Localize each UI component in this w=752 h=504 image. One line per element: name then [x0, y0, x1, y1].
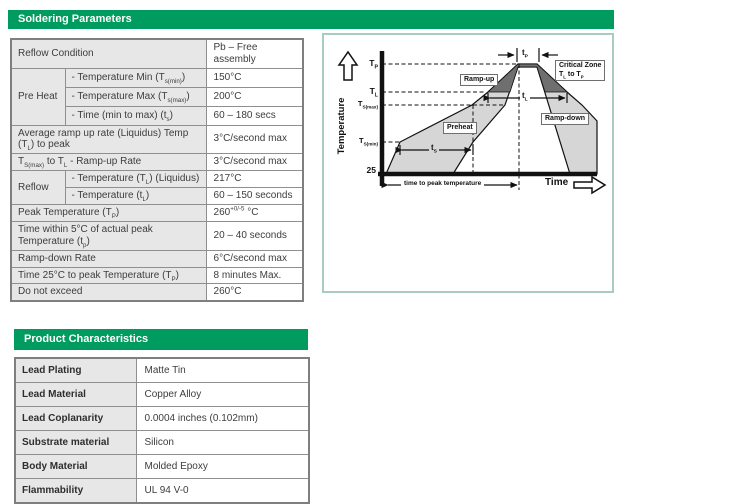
table-row [15, 431, 309, 455]
ts-label: $t_S$ [431, 143, 437, 155]
characteristic-label: Substrate material [15, 431, 136, 455]
param-label: - Temperature Min $(T_{s(min)})$ [65, 68, 206, 87]
param-label: Ramp-down Rate [11, 250, 206, 267]
param-value: 20 – 40 seconds [206, 222, 303, 251]
time-axis-arrow-icon [574, 177, 605, 193]
table-row [11, 171, 303, 188]
y-tick-tp: $T_P$ [369, 58, 378, 71]
characteristic-label: Lead Plating [15, 358, 136, 383]
characteristic-label: Body Material [15, 455, 136, 479]
param-value: 3°C/second max [206, 154, 303, 171]
critical-zone-line2: $T_L$ to $T_P$ [559, 70, 584, 79]
characteristic-value: Copper Alloy [136, 383, 309, 407]
preheat-label: Preheat [443, 122, 477, 134]
characteristic-label: Flammability [15, 479, 136, 504]
param-label: - Temperature $(t_L)$ [65, 188, 206, 205]
table-row [11, 284, 303, 301]
param-label: Time within 5°C of actual peak Temperature $(t_p)$ [11, 222, 206, 251]
soldering-parameters-table [10, 38, 304, 302]
param-value: 60 – 150 seconds [206, 188, 303, 205]
characteristic-value: 0.0004 inches (0.102mm) [136, 407, 309, 431]
time-to-peak-label: time to peak temperature [401, 180, 484, 187]
param-label: Reflow Condition [11, 39, 206, 68]
ramp-down-label: Ramp-down [541, 113, 589, 125]
table-row [11, 250, 303, 267]
param-value: 200°C [206, 87, 303, 106]
param-value: 150°C [206, 68, 303, 87]
reflow-profile-diagram [322, 33, 614, 293]
param-label: - Time (min to max) $(t_s)$ [65, 106, 206, 125]
param-group-label: Pre Heat [11, 68, 65, 125]
table-row [15, 479, 309, 504]
table-row [15, 455, 309, 479]
param-label: - Temperature Max $(T_{s(max)})$ [65, 87, 206, 106]
table-row [15, 383, 309, 407]
param-group-label: Reflow [11, 171, 65, 205]
param-label: - Temperature $(T_L)$ (Liquidus) [65, 171, 206, 188]
param-label: Do not exceed [11, 284, 206, 301]
param-label: Time 25°C to peak Temperature $(T_P)$ [11, 267, 206, 284]
param-value: 60 – 180 secs [206, 106, 303, 125]
x-axis-label: Time [545, 177, 569, 188]
table-row [11, 39, 303, 68]
param-value: Pb – Free assembly [206, 39, 303, 68]
param-label: Average ramp up rate (Liquidus) Temp $(T_L)$ to peak [11, 125, 206, 154]
soldering-parameters-header: Soldering Parameters [8, 10, 614, 29]
param-value: $260^{+0/-5}$ °C [206, 205, 303, 222]
characteristic-label: Lead Coplanarity [15, 407, 136, 431]
param-value: 3°C/second max [206, 125, 303, 154]
characteristic-value: Molded Epoxy [136, 455, 309, 479]
param-value: 217°C [206, 171, 303, 188]
table-row [11, 205, 303, 222]
param-value: 260°C [206, 284, 303, 301]
product-characteristics-table [14, 357, 310, 504]
y-tick-tsmin: $T_{S(min)}$ [358, 136, 378, 147]
param-label: $T_{S(max)}$ to $T_L$ - Ramp-up Rate [11, 154, 206, 171]
table-row [15, 407, 309, 431]
y-tick-origin: 25 [366, 165, 376, 175]
characteristic-value: UL 94 V-0 [136, 479, 309, 504]
table-row [15, 358, 309, 383]
table-row [11, 125, 303, 154]
characteristic-label: Lead Material [15, 383, 136, 407]
characteristic-value: Silicon [136, 431, 309, 455]
y-tick-tl: $T_L$ [369, 86, 378, 99]
y-axis-label: Temperature [336, 97, 347, 155]
critical-zone-label [555, 60, 605, 81]
table-row [11, 222, 303, 251]
param-label: Peak Temperature $(T_P)$ [11, 205, 206, 222]
ramp-up-label: Ramp-up [460, 74, 498, 86]
table-row [11, 68, 303, 87]
critical-zone-line1: Critical Zone [559, 62, 602, 69]
table-row [11, 154, 303, 171]
y-tick-tsmax: $T_{S(max)}$ [357, 99, 378, 110]
tp-label: $t_P$ [522, 48, 528, 60]
param-value: 8 minutes Max. [206, 267, 303, 284]
tl-label: $t_L$ [522, 91, 528, 103]
table-row [11, 267, 303, 284]
product-characteristics-header: Product Characteristics [14, 329, 308, 350]
param-value: 6°C/second max [206, 250, 303, 267]
characteristic-value: Matte Tin [136, 358, 309, 383]
